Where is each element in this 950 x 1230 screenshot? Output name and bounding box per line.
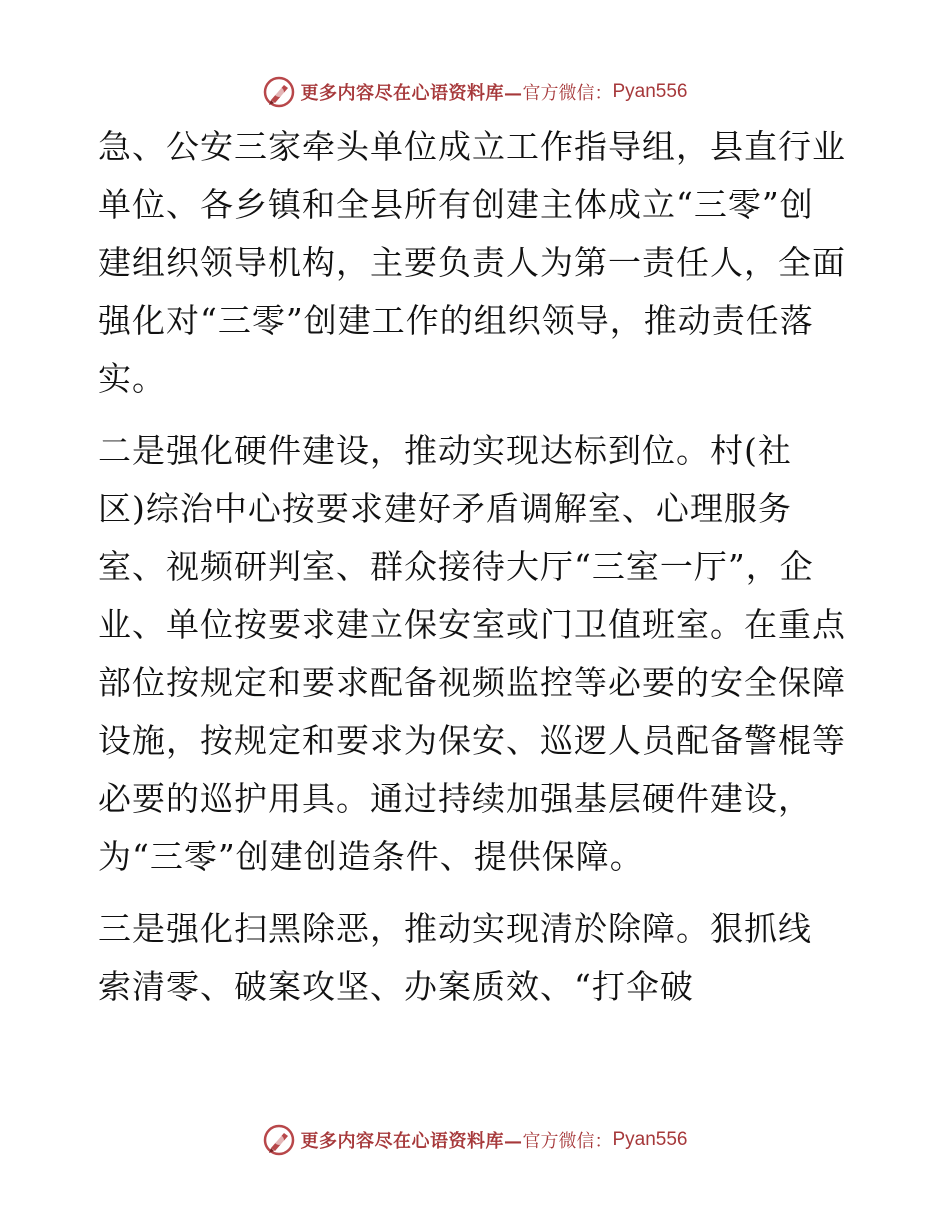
paragraph-1 bbox=[98, 118, 858, 408]
pen-logo-icon bbox=[262, 75, 296, 109]
text-line: 二是强化硬件建设，推动实现达标到位。村(社 bbox=[98, 431, 792, 470]
watermark-text: 更多内容尽在心语资料库— bbox=[300, 83, 523, 104]
text-line: 为“三零”创建创造条件、提供保障。 bbox=[98, 837, 644, 876]
text-line: 索清零、破案攻坚、办案质效、“打伞破 bbox=[98, 967, 694, 1006]
text-line: 三是强化扫黑除恶，推动实现清於除障。狠抓线 bbox=[98, 909, 812, 948]
footer-watermark bbox=[0, 1120, 950, 1160]
text-line: 单位、各乡镇和全县所有创建主体成立“三零”创 bbox=[98, 185, 814, 224]
paragraph-2 bbox=[98, 422, 858, 886]
text-line: 业、单位按要求建立保安室或门卫值班室。在重点 bbox=[98, 605, 846, 644]
watermark-wechat-label: 官方微信： bbox=[522, 1131, 613, 1152]
text-line: 区)综治中心按要求建好矛盾调解室、心理服务 bbox=[98, 489, 792, 528]
watermark-wechat-label: 官方微信： bbox=[522, 83, 613, 104]
text-line: 急、公安三家牵头单位成立工作指导组，县直行业 bbox=[98, 127, 846, 166]
text-line: 实。 bbox=[98, 359, 166, 398]
watermark-text: 更多内容尽在心语资料库— bbox=[300, 1131, 523, 1152]
text-line: 室、视频研判室、群众接待大厅“三室一厅”，企 bbox=[98, 547, 814, 586]
text-line: 强化对“三零”创建工作的组织领导，推动责任落 bbox=[98, 301, 814, 340]
document-body bbox=[98, 118, 858, 1016]
text-line: 设施，按规定和要求为保安、巡逻人员配备警棍等 bbox=[98, 721, 846, 760]
watermark-wechat-id: Pyan556 bbox=[612, 81, 688, 102]
watermark-wechat-id: Pyan556 bbox=[612, 1129, 688, 1150]
text-line: 部位按规定和要求配备视频监控等必要的安全保障 bbox=[98, 663, 846, 702]
text-line: 建组织领导机构，主要负责人为第一责任人，全面 bbox=[98, 243, 846, 282]
pen-logo-icon bbox=[262, 1123, 296, 1157]
text-line: 必要的巡护用具。通过持续加强基层硬件建设， bbox=[98, 779, 812, 818]
header-watermark bbox=[0, 72, 950, 112]
paragraph-3 bbox=[98, 900, 858, 1016]
